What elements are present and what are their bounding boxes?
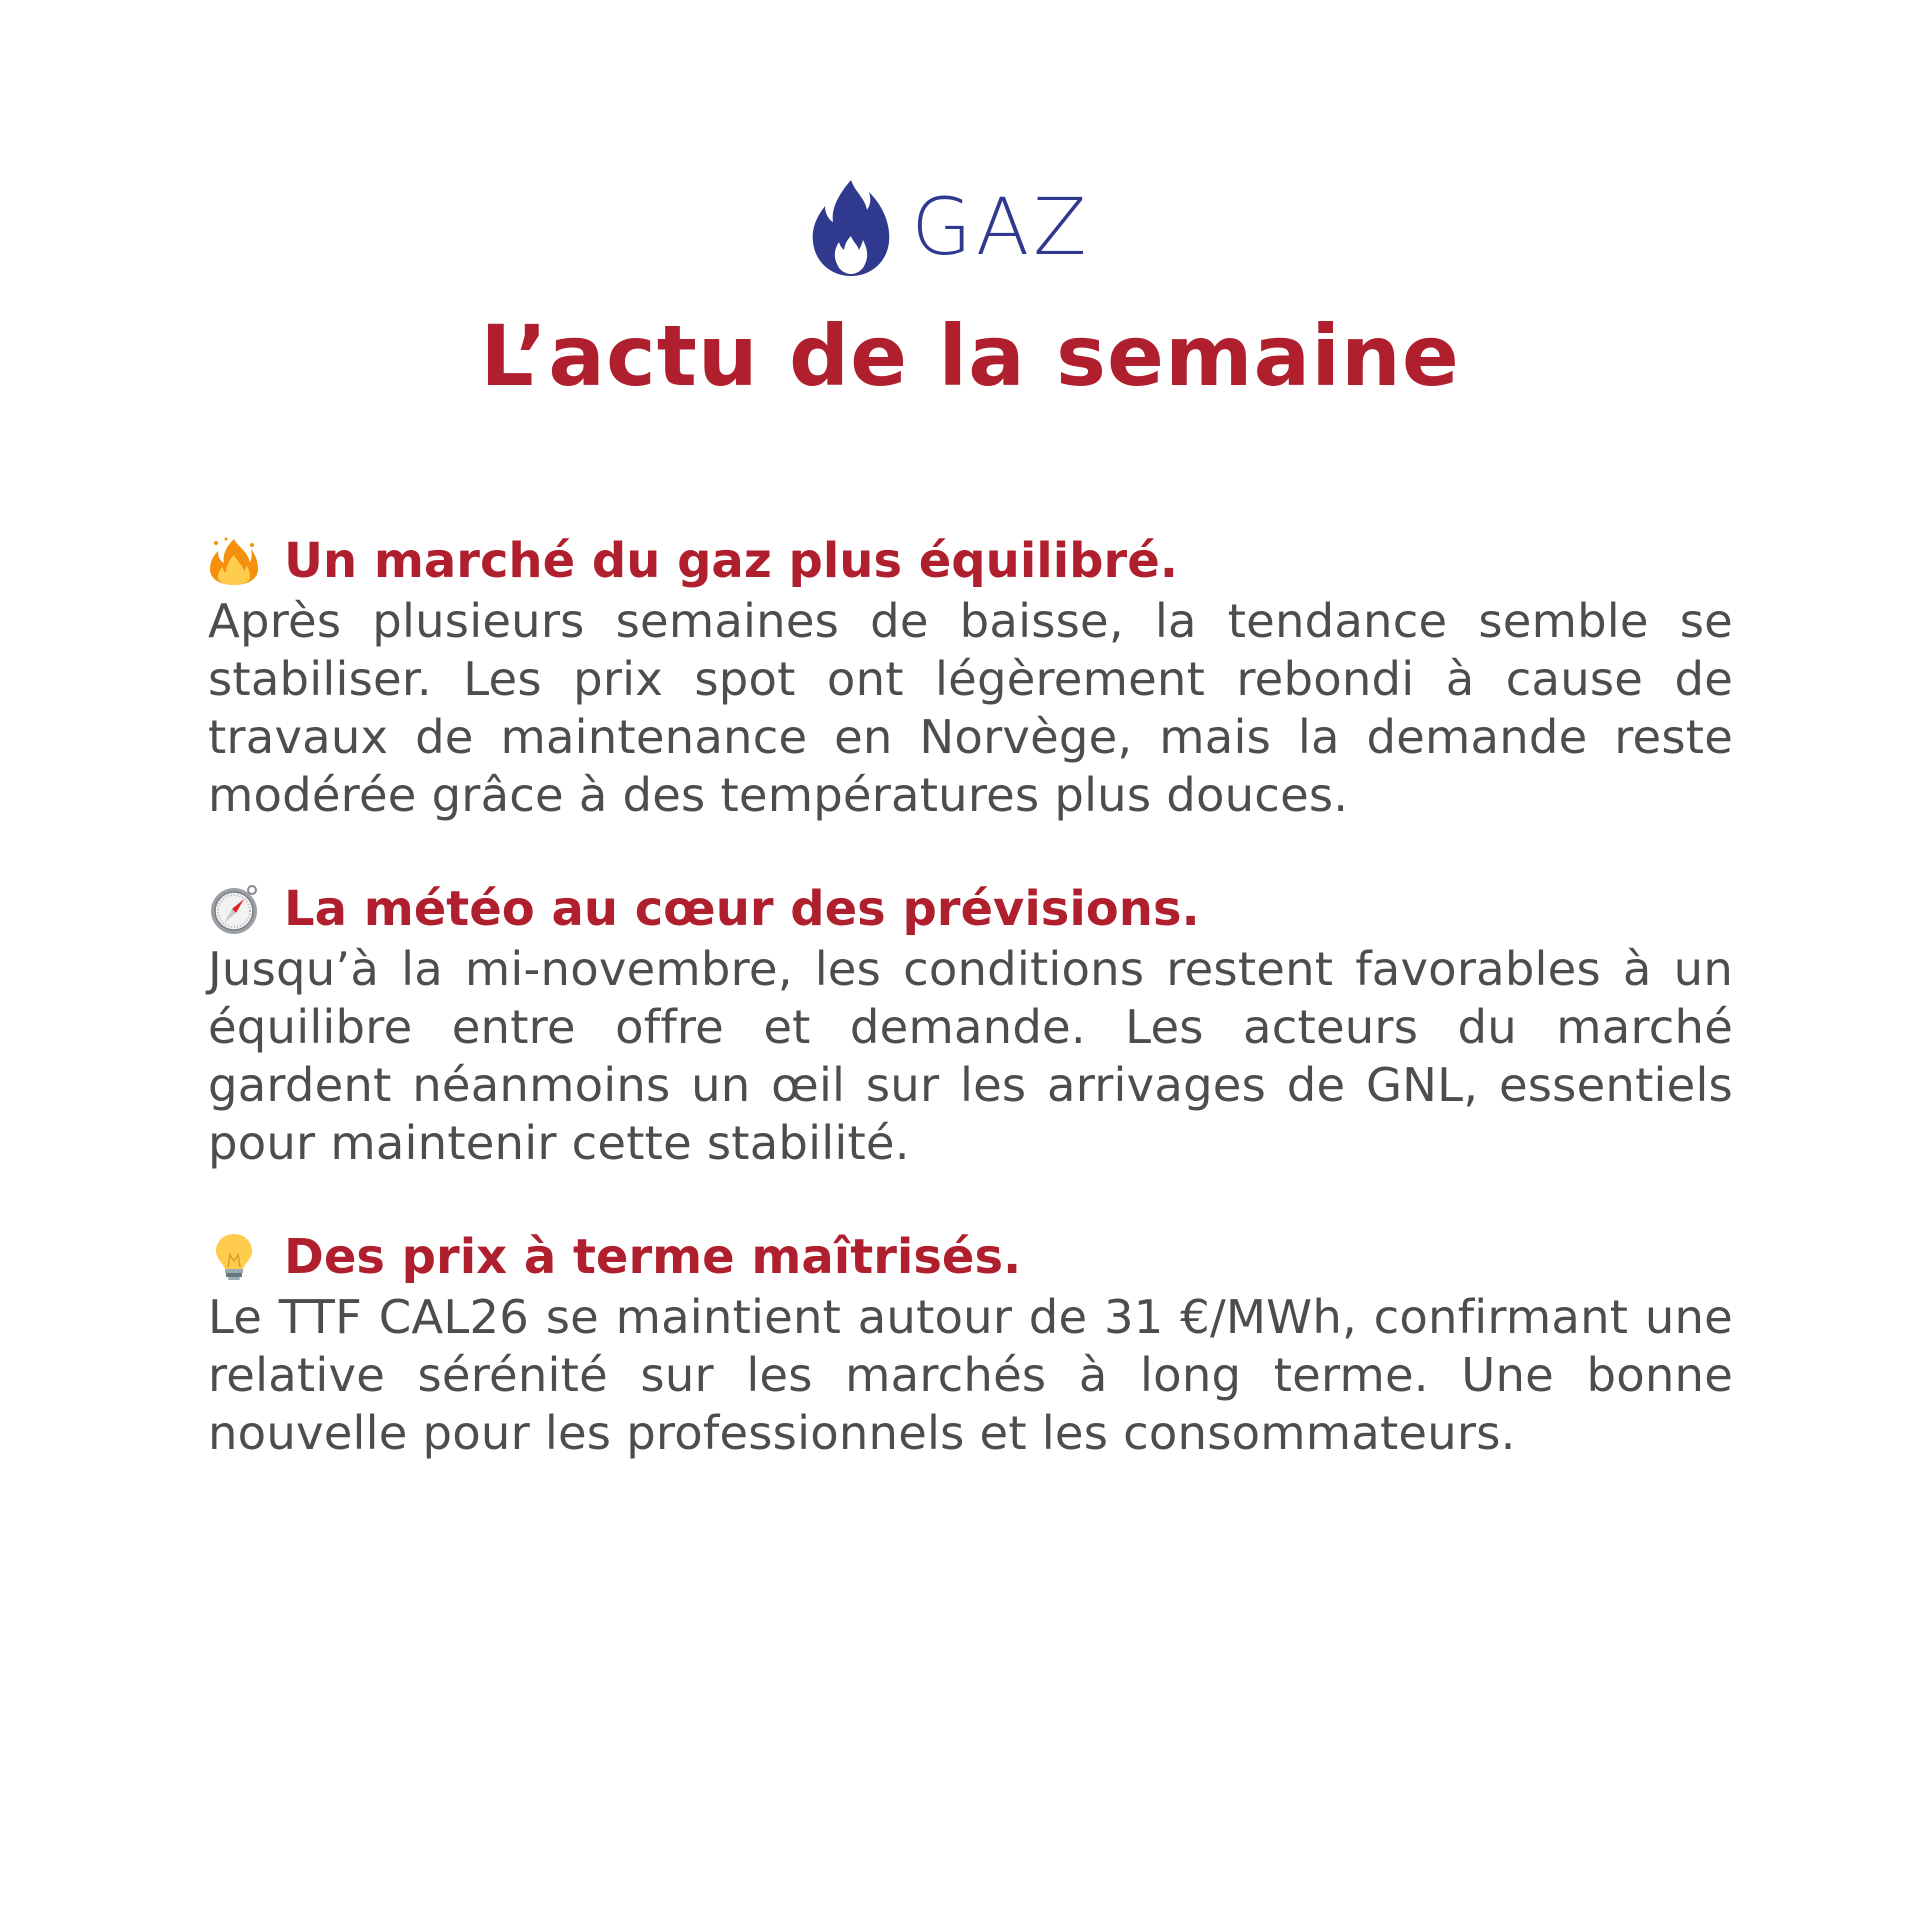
- news-content: [208, 530, 1733, 1516]
- category-label: GAZ: [911, 183, 1091, 273]
- header: [0, 178, 1920, 278]
- section-body: Après plusieurs semaines de baisse, la tendance semble se stabiliser. Les prix spot ont légèrement rebondi à cause de travaux de maintenance en Norvège, mais la demande reste modérée grâce à des températures plus douces.: [208, 594, 1733, 822]
- flame-icon: [809, 178, 893, 278]
- section-title: [208, 1226, 1733, 1288]
- fire-emoji-icon: [208, 535, 260, 587]
- section-title: [208, 530, 1733, 592]
- section-body: Jusqu’à la mi-novembre, les conditions restent favorables à un équilibre entre offre et demande. Les acteurs du marché gardent néanmoins un œil sur les arrivages de GNL, essentiels pour maintenir cette stabilité.: [208, 942, 1733, 1170]
- page-title: L’actu de la semaine: [480, 307, 1460, 405]
- compass-emoji-icon: [208, 883, 260, 935]
- section-heading: La météo au cœur des prévisions.: [284, 881, 1200, 937]
- section-heading: Un marché du gaz plus équilibré.: [284, 533, 1178, 589]
- category-badge: [809, 178, 1090, 278]
- section-heading: Des prix à terme maîtrisés.: [284, 1229, 1022, 1285]
- section-body: Le TTF CAL26 se maintient autour de 31 €/MWh, confirmant une relative sérénité sur les marchés à long terme. Une bonne nouvelle pour les professionnels et les consommateurs.: [208, 1290, 1733, 1460]
- news-section-prices: [208, 1226, 1733, 1462]
- news-section-weather: [208, 878, 1733, 1172]
- light-bulb-emoji-icon: [208, 1231, 260, 1283]
- section-title: [208, 878, 1733, 940]
- news-section-market: [208, 530, 1733, 824]
